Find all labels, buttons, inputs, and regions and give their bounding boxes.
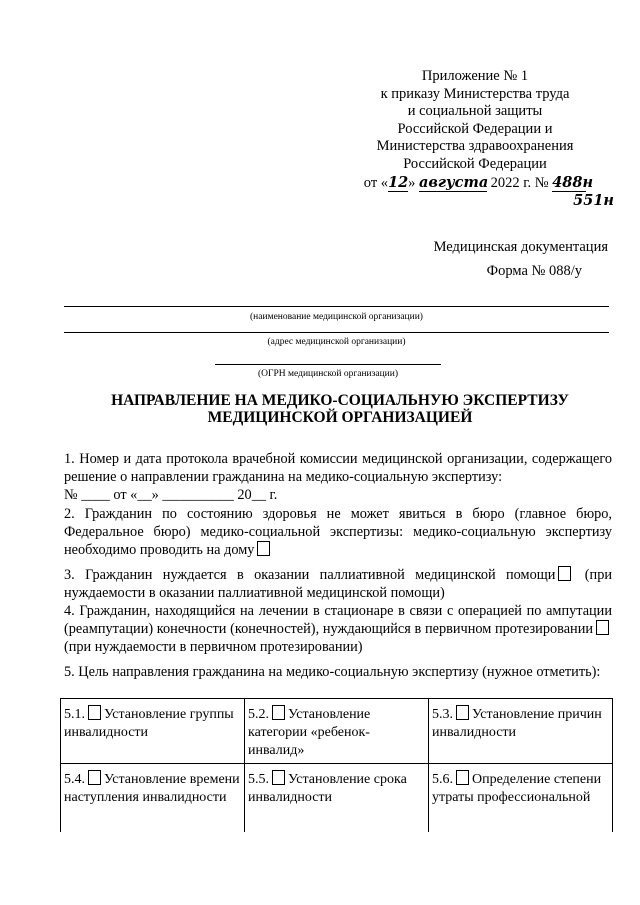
prosthetics-checkbox[interactable] [596, 620, 609, 635]
item-3: 3. Гражданин нуждается в оказании паллиативной медицинской помощи (при нуждаемости в оказании паллиативной медицинской помощи) [64, 567, 612, 601]
purpose-cell: 5.4. Установление времени наступления инвалидности [61, 764, 245, 833]
form-number: Форма № 088/у [486, 263, 582, 279]
purpose-checkbox[interactable] [88, 705, 101, 720]
order-reference-block [330, 68, 620, 211]
org-name-caption: (наименование медицинской организации) [250, 312, 423, 322]
order-number: 488н [552, 173, 594, 191]
header-line: Министерства здравоохранения [376, 138, 574, 155]
home-exam-checkbox[interactable] [257, 541, 270, 556]
purpose-cell: 5.1. Установление группы инвалидности [61, 699, 245, 764]
purpose-checkbox[interactable] [456, 705, 469, 720]
purpose-table [60, 698, 613, 832]
doc-type: Медицинская документация [433, 239, 608, 255]
purpose-checkbox[interactable] [88, 770, 101, 785]
item-2: 2. Гражданин по состоянию здоровья не может явиться в бюро (главное бюро, Федеральное бюро) медико-социальной экспертизы: медико-социальную экспертизу необходимо проводить на дому [64, 506, 612, 558]
purpose-checkbox[interactable] [456, 770, 469, 785]
order-date-line: от «12» августа 2022 г. № 488н [363, 173, 594, 191]
item-5: 5. Цель направления гражданина на медико-социальную экспертизу (нужное отметить): [64, 664, 601, 680]
palliative-checkbox[interactable] [558, 566, 571, 581]
order-day: 12 [388, 173, 409, 191]
org-address-caption: (адрес медицинской организации) [267, 337, 406, 347]
header-line: и социальной защиты [407, 103, 543, 120]
table-row [61, 699, 613, 764]
order-number-second: 551н [573, 192, 614, 210]
header-line: Приложение № 1 [421, 68, 529, 84]
purpose-cell: 5.2. Установление категории «ребенок-инвалид» [245, 699, 429, 764]
item-4: 4. Гражданин, находящийся на лечении в стационаре в связи с операцией по ампутации (реампутации) конечности (конечностей), нуждающийся в первичном протезировании(при нуждаемости в первичном протезировании) [64, 603, 612, 655]
org-name-line [64, 306, 609, 307]
purpose-checkbox[interactable] [272, 770, 285, 785]
document-title: НАПРАВЛЕНИЕ НА МЕДИКО-СОЦИАЛЬНУЮ ЭКСПЕРТИЗУ МЕДИЦИНСКОЙ ОРГАНИЗАЦИЕЙ [111, 392, 569, 426]
purpose-cell: 5.6. Определение степени утраты профессиональной [429, 764, 613, 833]
ogrn-caption: (ОГРН медицинской организации) [257, 369, 399, 379]
header-line: к приказу Министерства труда [380, 85, 570, 102]
order-month: августа [418, 173, 489, 191]
purpose-cell: 5.5. Установление срока инвалидности [245, 764, 429, 833]
protocol-fill-line: № ____ от «__» __________ 20__ г. [64, 487, 278, 503]
header-line: Российской Федерации и [397, 120, 553, 137]
purpose-cell: 5.3. Установление причин инвалидности [429, 699, 613, 764]
item-1: 1. Номер и дата протокола врачебной комиссии медицинской организации, содержащего решение о направлении гражданина на медико-социальную экспертизу: № ____ от «__» __________ 20__ г. [64, 451, 612, 503]
org-address-line [64, 332, 609, 333]
purpose-checkbox[interactable] [272, 705, 285, 720]
ogrn-line [215, 364, 441, 365]
table-row [61, 764, 613, 833]
header-line: Российской Федерации [403, 155, 547, 172]
